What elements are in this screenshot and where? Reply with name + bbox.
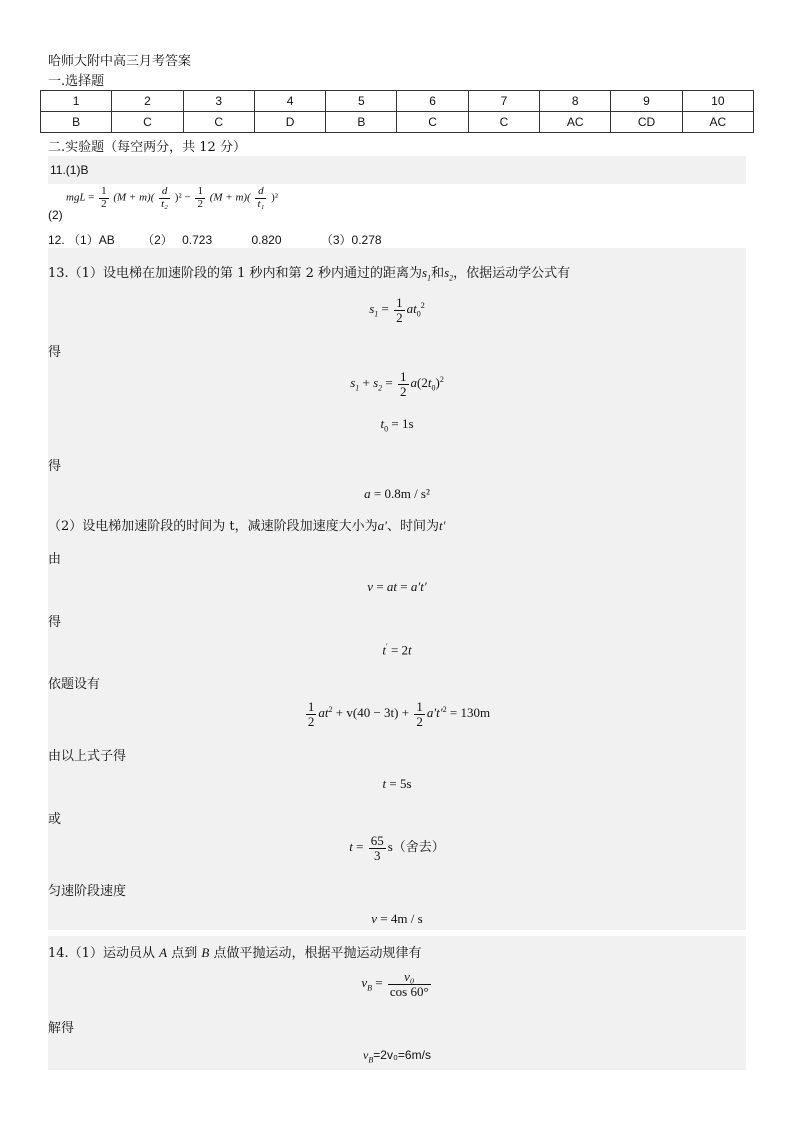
question-number: 4	[254, 91, 325, 112]
q13-part2: （2）设电梯加速阶段的时间为 t，减速阶段加速度大小为a′、时间为t′	[48, 518, 446, 534]
q11-line1: 11.(1)B	[50, 163, 89, 177]
answer-cell: AC	[682, 112, 753, 133]
answer-cell: CD	[611, 112, 682, 133]
q13-eq-t5: t = 5s	[382, 776, 412, 791]
doc-title: 哈师大附中高三月考答案	[48, 54, 192, 69]
question-number: 10	[682, 91, 753, 112]
q11-equation: mgL = $\frac{1}{2}$ (M + m)( $\frac{d}{\text{t₂}}$ )² − $\frac{1}{2}$ (M + m)( $\frac{d}{\text{t₁}}$ )²	[66, 185, 279, 210]
q13-huo: 或	[48, 812, 62, 827]
answer-cell: AC	[540, 112, 611, 133]
question-number: 8	[540, 91, 611, 112]
q13-eq-v4: v = 4m / s	[371, 911, 423, 926]
answer-cell: C	[468, 112, 539, 133]
q13-eq-a: a = 0.8m / s²	[364, 486, 430, 501]
q14-final: $v_B=2v_0=6m/s$	[363, 1048, 431, 1065]
q11-part2-label: (2)	[48, 208, 63, 222]
answer-cell: C	[397, 112, 468, 133]
q14-intro: 14.（1）运动员从 A 点到 B 点做平抛运动，根据平抛运动规律有	[48, 945, 422, 961]
answer-table	[40, 90, 754, 133]
q13-de-3: 得	[48, 615, 62, 630]
answer-cell: C	[183, 112, 254, 133]
question-number: 5	[326, 91, 397, 112]
q13-yishang: 由以上式子得	[48, 749, 127, 764]
q14-jiede: 解得	[48, 1021, 75, 1036]
q13-intro: 13.（1）设电梯在加速阶段的第 1 秒内和第 2 秒内通过的距离为$s_1$和$s_2$，依据运动学公式有	[48, 265, 571, 283]
question-number: 1	[41, 91, 112, 112]
question-number: 3	[183, 91, 254, 112]
answer-cell: C	[112, 112, 183, 133]
q13-eq-long: $\frac{1}{2}$ $at^2 + v(40 - 3t)$ + $\frac{1}{2}$ $a't'^2 = 130m$	[307, 699, 491, 729]
q14-eq-vb: $v_B$ = $\frac{\text{v₀}}{\cos 60^\circ}$	[361, 969, 429, 999]
question-number: 9	[611, 91, 682, 112]
answer-table-number-row	[41, 91, 754, 112]
q13-eq-t0: $t_0 = 1s$	[380, 416, 414, 434]
q13-yiti: 依题设有	[48, 677, 101, 692]
q13-eq-t65: t = $\frac{65}{3}$ s（舍去）	[349, 833, 445, 863]
section1-title: 一.选择题	[48, 74, 105, 89]
q12-line: 12. （1）AB （2） 0.723 0.820 （3）0.278	[48, 233, 382, 247]
answer-cell: D	[254, 112, 325, 133]
q13-you: 由	[48, 552, 62, 567]
question-number: 2	[112, 91, 183, 112]
q11-shade	[48, 156, 746, 184]
answer-cell: B	[41, 112, 112, 133]
q13-eq-s1: $s_1$ = $\frac{1}{2}$ $at_0^2$	[369, 295, 425, 325]
section2-title: 二.实验题（每空两分，共 12 分）	[48, 140, 246, 155]
answer-table-answer-row	[41, 112, 754, 133]
question-number: 6	[397, 91, 468, 112]
q13-de-1: 得	[48, 345, 62, 360]
question-number: 7	[468, 91, 539, 112]
q13-yunsu: 匀速阶段速度	[48, 884, 127, 899]
q13-eq-sum: $s_1 + s_2$ = $\frac{1}{2}$ $a(2t_0)^2$	[350, 369, 444, 399]
q13-eq-v: v = at = a′t′	[367, 579, 427, 594]
answer-cell: B	[326, 112, 397, 133]
q13-eq-tprime: t′ = 2t	[382, 642, 412, 658]
q13-de-2: 得	[48, 459, 62, 474]
